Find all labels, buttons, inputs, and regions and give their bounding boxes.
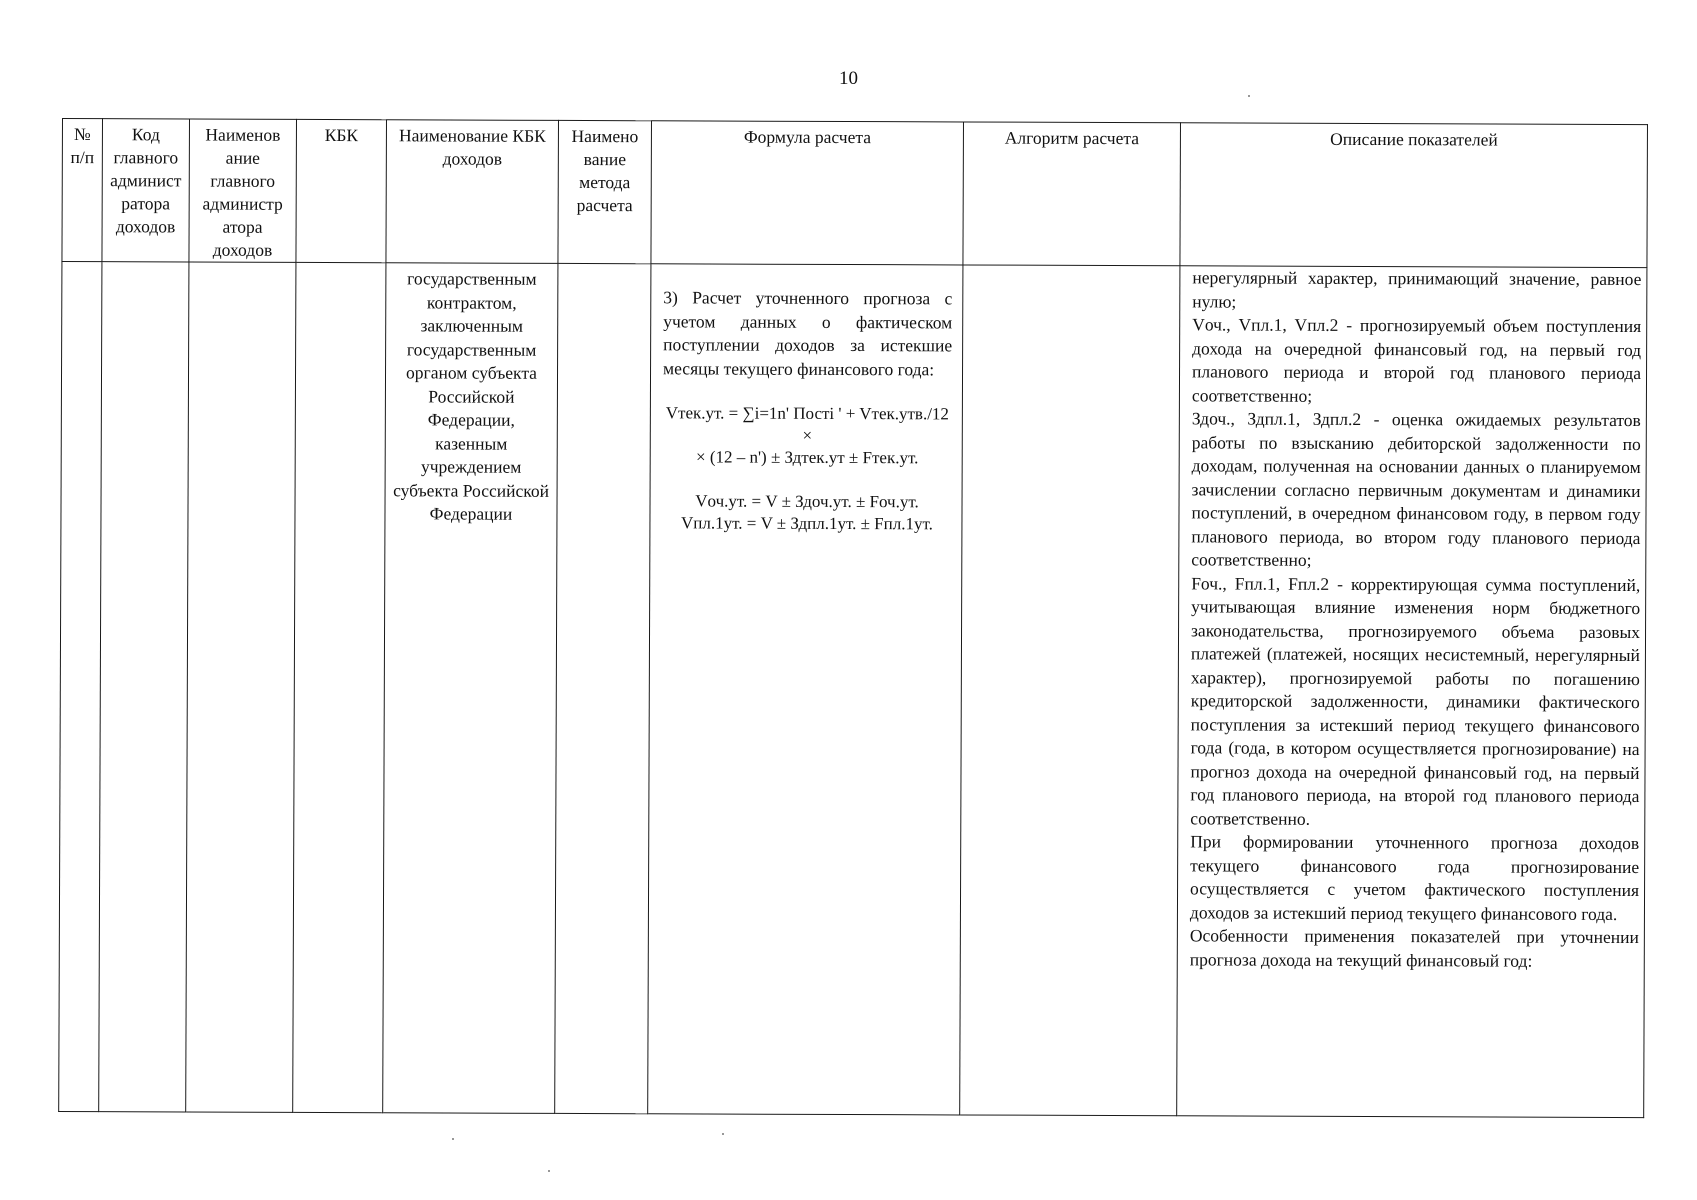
desc-paragraph-4: Fоч., Fпл.1, Fпл.2 - корректирующая сумма поступлений, учитывающая влияние изменения норм бюджетного законодательства, прогнозируемого объема разовых платежей (платежей, носящих несистемный, нерегулярный характер), прогнозируемой работы по погашению кредиторской задолженности, динамики фактического поступления за истекший период текущего финансового года (года, в котором осуществляется прогнозирование) на прогноз дохода на очередной финансовый год, на первый год планового периода, на второй год планового периода соответственно. xyxy=(1190,572,1641,829)
cell-description xyxy=(1177,266,1647,1118)
scan-speck xyxy=(1248,95,1250,97)
scan-speck xyxy=(548,1170,550,1172)
header-admin-name: Наименов ание главного администр атора доходов xyxy=(189,119,297,262)
cell-method-name xyxy=(555,263,651,1113)
formula-line-3: Vоч.ут. = V ± Здоч.ут. ± Fоч.ут. xyxy=(695,491,919,512)
formula-block xyxy=(662,402,952,535)
cell-admin-name xyxy=(186,262,296,1112)
header-algorithm: Алгоритм расчета xyxy=(963,122,1181,266)
methodology-table xyxy=(58,118,1648,1118)
desc-paragraph-2: Vоч., Vпл.1, Vпл.2 - прогнозируемый объем поступления дохода на очередной финансовый год, на первый год планового периода и второй год планового периода соответственно; xyxy=(1191,314,1642,406)
cell-algorithm xyxy=(960,265,1180,1116)
scan-speck xyxy=(722,1133,724,1135)
header-kbk-name: Наименование КБК доходов xyxy=(386,120,559,264)
header-method-name: Наимено вание метода расчета xyxy=(558,120,652,263)
page-number: 10 xyxy=(839,68,858,89)
cell-kbk-name xyxy=(383,263,558,1114)
header-kbk: КБК xyxy=(296,119,387,262)
header-admin-code: Код главного админист ратора доходов xyxy=(102,119,190,262)
desc-paragraph-5: При формировании уточненного прогноза доходов текущего финансового года прогнозирование осуществляется с учетом фактического поступления доходов за истекший период текущего финансового года. xyxy=(1189,831,1640,924)
header-description: Описание показателей xyxy=(1180,123,1648,268)
table-row xyxy=(59,262,1647,1118)
header-formula: Формула расчета xyxy=(651,121,964,265)
formula-line-2: × (12 – n') ± Здтек.ут ± Fтек.ут. xyxy=(695,447,919,468)
formula-line-4: Vпл.1ут. = V ± Здпл.1ут. ± Fпл.1ут. xyxy=(680,513,933,534)
scan-speck xyxy=(452,1138,454,1140)
header-num: № п/п xyxy=(62,119,103,262)
cell-kbk xyxy=(293,262,386,1112)
cell-admin-code xyxy=(99,262,189,1112)
table-header-row xyxy=(62,119,1648,268)
desc-paragraph-3: Здоч., Здпл.1, Здпл.2 - оценка ожидаемых результатов работы по взысканию дебиторской задолженности по доходам, полученная на основании данных о планируемом зачислении согласно первичным документам и динамики поступлений, в очередном финансовом году, в первом году планового периода, во втором году планового периода соответственно; xyxy=(1191,408,1641,570)
cell-num xyxy=(59,262,102,1112)
kbk-name-text: государственным контрактом, заключенным государственным органом субъекта Российской Федерации, казенным учреждением субъекта Российской Федерации xyxy=(393,268,550,524)
formula-line-1: Vтек.ут. = ∑i=1n' Постi ' + Vтек.утв./12 × xyxy=(665,403,950,445)
cell-formula xyxy=(648,264,963,1115)
desc-paragraph-6: Особенности применения показателей при уточнении прогноза дохода на текущий финансовый год: xyxy=(1189,925,1639,971)
desc-paragraph-1: нерегулярный характер, принимающий значение, равное нулю; xyxy=(1192,267,1642,312)
formula-intro: 3) Расчет уточненного прогноза с учетом данных о фактическом поступлении доходов за истекшие месяцы текущего финансового года: xyxy=(663,287,953,379)
